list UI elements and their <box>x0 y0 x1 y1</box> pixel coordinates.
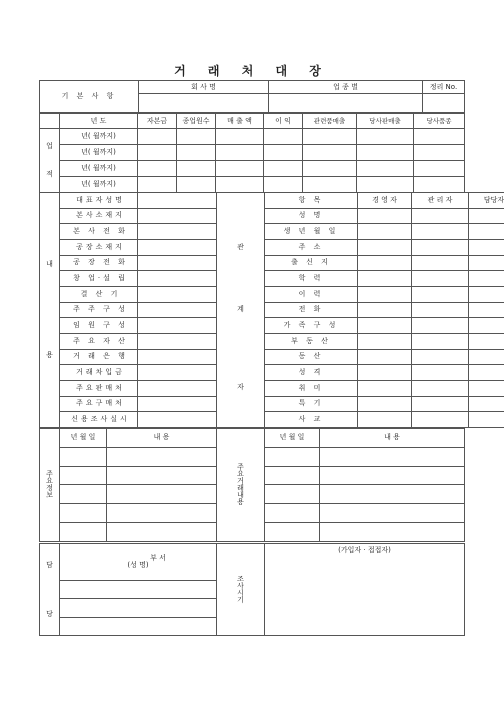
name-label: (성 명) <box>127 560 149 569</box>
relation-value-cell[interactable] <box>469 380 504 396</box>
relation-value-cell[interactable] <box>469 271 504 287</box>
content-item-label: 신용조사실시 <box>60 412 138 428</box>
perf-cell[interactable] <box>303 177 357 193</box>
year-header: 년 도 <box>60 114 138 129</box>
trade-content-cell[interactable] <box>320 504 465 523</box>
col-head-manager: 경 영 자 <box>358 193 412 209</box>
relation-value-cell[interactable] <box>358 349 412 365</box>
relation-value-cell[interactable] <box>469 224 504 240</box>
relation-char: 계 <box>237 305 244 314</box>
content-item-label: 본 사 전 화 <box>60 224 138 240</box>
perf-year-row-4: 년( 월까지) <box>60 177 138 193</box>
staff-cell[interactable] <box>60 599 217 617</box>
performance-label: 업 적 <box>40 129 60 193</box>
company-name-cell[interactable] <box>139 94 269 113</box>
reg-no-cell[interactable] <box>423 94 465 113</box>
content-item-label: 거래차입금 <box>60 365 138 381</box>
content-value-cell[interactable] <box>138 239 217 255</box>
perf-cell[interactable] <box>138 161 177 177</box>
relation-value-cell[interactable] <box>358 412 412 428</box>
relation-item-label: 특 기 <box>265 396 358 412</box>
relation-value-cell[interactable] <box>469 239 504 255</box>
perf-cell[interactable] <box>216 145 264 161</box>
perf-cell[interactable] <box>357 161 414 177</box>
relation-value-cell[interactable] <box>412 396 469 412</box>
relation-value-cell[interactable] <box>412 412 469 428</box>
relation-value-cell[interactable] <box>412 365 469 381</box>
trade-date-cell[interactable] <box>265 466 320 485</box>
content-value-cell[interactable] <box>138 271 217 287</box>
content-item-label: 주 주 구 성 <box>60 302 138 318</box>
relation-value-cell[interactable] <box>469 349 504 365</box>
perf-cell[interactable] <box>303 145 357 161</box>
perf-cell[interactable] <box>177 129 216 145</box>
trade-content-label: 주 요 거 래 내 용 <box>217 429 265 542</box>
relation-value-cell[interactable] <box>469 396 504 412</box>
content-value-cell[interactable] <box>138 380 217 396</box>
perf-cell[interactable] <box>138 145 177 161</box>
staff-cell[interactable] <box>60 580 217 598</box>
content-value-cell[interactable] <box>138 396 217 412</box>
info-date-cell[interactable] <box>60 504 107 523</box>
relation-value-cell[interactable] <box>412 302 469 318</box>
relation-item-label: 동 산 <box>265 349 358 365</box>
trade-date-cell[interactable] <box>265 522 320 541</box>
info-content-cell[interactable] <box>107 466 217 485</box>
relation-value-cell[interactable] <box>469 286 504 302</box>
info-date-cell[interactable] <box>60 522 107 541</box>
relation-value-cell[interactable] <box>358 333 412 349</box>
relation-item-label: 가 족 구 성 <box>265 318 358 334</box>
content-table <box>39 192 504 428</box>
perf-cell[interactable] <box>216 177 264 193</box>
industry-header: 업 종 별 <box>269 81 423 94</box>
content-value-cell[interactable] <box>138 365 217 381</box>
relation-value-cell[interactable] <box>469 208 504 224</box>
company-name-header: 회 사 명 <box>139 81 269 94</box>
perf-cell[interactable] <box>177 145 216 161</box>
content-item-label: 본사소재지 <box>60 208 138 224</box>
perf-cell[interactable] <box>357 177 414 193</box>
relation-value-cell[interactable] <box>358 318 412 334</box>
relation-item-label: 성 격 <box>265 365 358 381</box>
perf-cell[interactable] <box>414 145 465 161</box>
content-value-cell[interactable] <box>138 224 217 240</box>
dept-label: 부 서 <box>150 553 166 562</box>
content-item-label: 대표자성명 <box>60 193 138 209</box>
content-item-label: 공 장 전 화 <box>60 255 138 271</box>
basic-info-table <box>39 80 465 113</box>
content-header-2: 내 용 <box>320 429 465 448</box>
col-head-staff: 담당자 <box>469 193 504 209</box>
content-header: 내 용 <box>107 429 217 448</box>
col-head-admin: 관 리 자 <box>412 193 469 209</box>
subscriber-label <box>265 544 465 636</box>
key-info-label: 주 요 정 보 <box>40 429 60 542</box>
content-item-label: 공장소재지 <box>60 239 138 255</box>
key-info-table <box>39 428 465 542</box>
content-item-label: 주요판매처 <box>60 380 138 396</box>
relation-value-cell[interactable] <box>469 255 504 271</box>
perf-col-our-sales: 당사판매출 <box>357 114 414 129</box>
perf-cell[interactable] <box>303 129 357 145</box>
document-title: 거 래 처 대 장 <box>174 64 330 78</box>
perf-cell[interactable] <box>414 161 465 177</box>
relation-item-label: 출 신 지 <box>265 255 358 271</box>
relation-value-cell[interactable] <box>412 271 469 287</box>
content-value-cell[interactable] <box>138 349 217 365</box>
perf-cell[interactable] <box>216 129 264 145</box>
content-item-label: 임 원 구 성 <box>60 318 138 334</box>
perf-year-row-3: 년( 월까지) <box>60 161 138 177</box>
performance-header-blank <box>40 114 60 129</box>
relation-char: 관 <box>237 242 244 251</box>
content-item-label: 주요구매처 <box>60 396 138 412</box>
staff-table <box>39 543 465 636</box>
relation-item-label: 부 동 산 <box>265 333 358 349</box>
relation-item-label: 사 교 <box>265 412 358 428</box>
relation-item-label: 이 력 <box>265 286 358 302</box>
perf-cell[interactable] <box>216 161 264 177</box>
performance-table <box>39 113 465 193</box>
perf-cell[interactable] <box>138 129 177 145</box>
perf-cell[interactable] <box>177 177 216 193</box>
relation-item-label: 주 소 <box>265 239 358 255</box>
content-value-cell[interactable] <box>138 255 217 271</box>
perf-col-profit: 이 익 <box>264 114 303 129</box>
relation-value-cell[interactable] <box>358 208 412 224</box>
relation-value-cell[interactable] <box>412 208 469 224</box>
info-content-cell[interactable] <box>107 522 217 541</box>
perf-col-employees: 종업원수 <box>177 114 216 129</box>
basic-info-label: 기 본 사 항 <box>40 81 139 113</box>
relation-value-cell[interactable] <box>358 396 412 412</box>
content-value-cell[interactable] <box>138 193 217 209</box>
perf-cell[interactable] <box>414 177 465 193</box>
perf-cell[interactable] <box>264 129 303 145</box>
perf-col-related-sales: 관련품매출 <box>303 114 357 129</box>
relation-value-cell[interactable] <box>358 255 412 271</box>
relation-item-label: 성 명 <box>265 208 358 224</box>
perf-cell[interactable] <box>264 145 303 161</box>
relation-value-cell[interactable] <box>412 380 469 396</box>
content-value-cell[interactable] <box>138 412 217 428</box>
relation-value-cell[interactable] <box>412 333 469 349</box>
info-date-cell[interactable] <box>60 447 107 466</box>
relation-value-cell[interactable] <box>358 224 412 240</box>
date-header-2: 년 월 일 <box>265 429 320 448</box>
perf-cell[interactable] <box>414 129 465 145</box>
survey-timing-label: 조 사 시 기 <box>217 544 265 636</box>
perf-cell[interactable] <box>138 177 177 193</box>
staff-cell[interactable] <box>60 617 217 635</box>
trade-content-cell[interactable] <box>320 485 465 504</box>
trade-content-cell[interactable] <box>320 522 465 541</box>
content-item-label: 주 요 자 산 <box>60 333 138 349</box>
content-item-label: 거 래 은 행 <box>60 349 138 365</box>
subscriber-text: (가입자 · 접접자) <box>338 546 391 554</box>
perf-cell[interactable] <box>357 129 414 145</box>
content-value-cell[interactable] <box>138 286 217 302</box>
perf-col-our-items: 당사품종 <box>414 114 465 129</box>
trade-date-cell[interactable] <box>265 504 320 523</box>
info-date-cell[interactable] <box>60 485 107 504</box>
relation-item-label: 학 력 <box>265 271 358 287</box>
content-value-cell[interactable] <box>138 333 217 349</box>
perf-cell[interactable] <box>264 177 303 193</box>
perf-year-row-1: 년( 월까지) <box>60 129 138 145</box>
info-content-cell[interactable] <box>107 485 217 504</box>
relation-value-cell[interactable] <box>469 333 504 349</box>
relation-value-cell[interactable] <box>469 318 504 334</box>
perf-col-capital: 자본금 <box>138 114 177 129</box>
relation-value-cell[interactable] <box>358 239 412 255</box>
staff-label: 담 당 <box>40 544 60 636</box>
perf-col-sales: 매 출 액 <box>216 114 264 129</box>
relation-value-cell[interactable] <box>412 239 469 255</box>
relation-label <box>217 193 265 428</box>
content-value-cell[interactable] <box>138 208 217 224</box>
relation-value-cell[interactable] <box>412 318 469 334</box>
date-header: 년 월 일 <box>60 429 107 448</box>
perf-cell[interactable] <box>303 161 357 177</box>
relation-value-cell[interactable] <box>412 224 469 240</box>
relation-value-cell[interactable] <box>412 349 469 365</box>
relation-value-cell[interactable] <box>358 365 412 381</box>
info-date-cell[interactable] <box>60 466 107 485</box>
relation-item-label: 생 년 월 일 <box>265 224 358 240</box>
trade-date-cell[interactable] <box>265 447 320 466</box>
info-content-cell[interactable] <box>107 447 217 466</box>
relation-value-cell[interactable] <box>469 365 504 381</box>
relation-value-cell[interactable] <box>412 255 469 271</box>
content-item-label: 결 산 기 <box>60 286 138 302</box>
relation-item-label: 전 화 <box>265 302 358 318</box>
relation-value-cell[interactable] <box>412 286 469 302</box>
content-label: 내 용 <box>40 193 60 428</box>
relation-value-cell[interactable] <box>358 286 412 302</box>
relation-value-cell[interactable] <box>358 271 412 287</box>
content-item-label: 창 업·설 립 <box>60 271 138 287</box>
content-value-cell[interactable] <box>138 318 217 334</box>
relation-value-cell[interactable] <box>358 302 412 318</box>
perf-year-row-2: 년( 월까지) <box>60 145 138 161</box>
reg-no-header: 정리 No. <box>423 81 465 94</box>
dept-name-header <box>60 544 217 581</box>
perf-cell[interactable] <box>177 161 216 177</box>
perf-cell[interactable] <box>357 145 414 161</box>
content-value-cell[interactable] <box>138 302 217 318</box>
industry-cell[interactable] <box>269 94 423 113</box>
trade-date-cell[interactable] <box>265 485 320 504</box>
trade-content-cell[interactable] <box>320 447 465 466</box>
relation-item-label: 취 미 <box>265 380 358 396</box>
relation-value-cell[interactable] <box>469 412 504 428</box>
relation-value-cell[interactable] <box>469 302 504 318</box>
relation-char: 자 <box>237 383 244 392</box>
relation-item-label: 항 목 <box>265 193 358 209</box>
relation-value-cell[interactable] <box>358 380 412 396</box>
info-content-cell[interactable] <box>107 504 217 523</box>
trade-content-cell[interactable] <box>320 466 465 485</box>
perf-cell[interactable] <box>264 161 303 177</box>
